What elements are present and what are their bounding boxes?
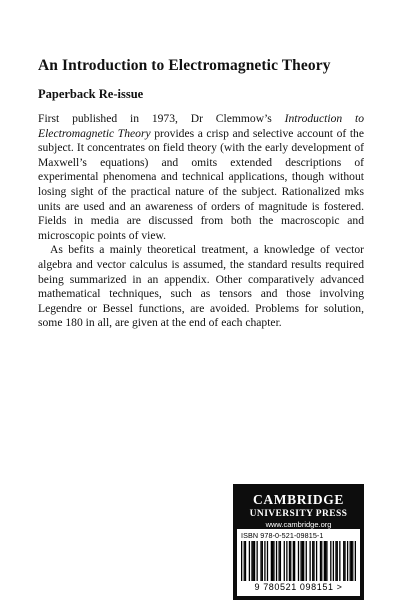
- barcode-bar: [249, 541, 250, 581]
- barcode-bar: [264, 541, 265, 581]
- barcode-bar: [260, 541, 261, 581]
- barcode-bar: [262, 541, 263, 581]
- barcode-bar: [245, 541, 246, 581]
- p1-rest: provides a crisp and selective account of the subject. It concentrates on field theory (with the early development of Maxwell’s equations) and omits extended descriptions of experimental phenomena and technical applications, though without losing sight of the practical nature of the subject. Rationalized mks units are used and an awareness of orders of magnitude is fostered. Fields in media are discussed from both the macroscopic and microscopic points of view.: [38, 126, 365, 242]
- barcode-bar: [241, 541, 242, 581]
- publisher-block: [233, 484, 364, 600]
- barcode-bar: [272, 541, 273, 581]
- barcode-bar: [306, 541, 307, 581]
- barcode-bar: [347, 541, 348, 581]
- p1-book-title: Introduction to Electromagnetic Theory: [38, 112, 364, 140]
- barcode-bar: [309, 541, 310, 581]
- barcode-bar: [344, 541, 345, 581]
- barcode-bar: [330, 541, 331, 581]
- publisher-press: UNIVERSITY PRESS: [249, 509, 348, 519]
- barcode-bar: [253, 541, 254, 581]
- barcode-bar: [302, 541, 303, 581]
- barcode-bar: [300, 541, 301, 581]
- barcode-bar: [339, 541, 340, 581]
- barcode-bar: [312, 541, 313, 581]
- edition-subtitle: Paperback Re-issue: [38, 87, 144, 101]
- barcode-bar: [267, 541, 268, 581]
- publisher-url: www.cambridge.org: [265, 520, 332, 529]
- barcode-bar: [355, 541, 356, 581]
- barcode-bar: [293, 541, 294, 581]
- barcode-bar: [254, 541, 255, 581]
- barcode-bar: [326, 541, 327, 581]
- barcode-bar: [286, 541, 287, 581]
- barcode-graphic: [241, 541, 356, 581]
- blurb: [38, 112, 364, 331]
- barcode-bar: [313, 541, 314, 581]
- barcode-bar: [333, 541, 334, 581]
- barcode-bar: [251, 541, 252, 581]
- barcode-bar: [335, 541, 336, 581]
- barcode-panel: [237, 529, 360, 596]
- barcode-bar: [290, 541, 291, 581]
- barcode-bar: [244, 541, 245, 581]
- publisher-name: CAMBRIDGE: [253, 492, 344, 507]
- barcode-bar: [321, 541, 322, 581]
- blurb-paragraph-2: As befits a mainly theoretical treatment, a knowledge of vector algebra and vector calculus is assumed, the standard results required being summarized in an appendix. Other comparatively advanced mathematical techniques, such as tensors and those involving Legendre or Bessel functions, are avoided. Problems for solution, some 180 in all, are given at the end of each chapter.: [38, 243, 364, 330]
- barcode-bar: [280, 541, 281, 581]
- barcode-bar: [350, 541, 351, 581]
- p1-lead: First published in 1973, Dr Clemmow’s: [38, 112, 285, 125]
- barcode-digits: 9 780521 098151 >: [254, 582, 343, 592]
- isbn-label: ISBN 978-0-521-09815-1: [241, 531, 324, 540]
- barcode-bar: [284, 541, 285, 581]
- barcode-bar: [303, 541, 304, 581]
- barcode-bar: [289, 541, 290, 581]
- book-title: An Introduction to Electromagnetic Theory: [38, 57, 331, 74]
- barcode-bar: [298, 541, 299, 581]
- barcode-bar: [271, 541, 272, 581]
- barcode-bar: [278, 541, 279, 581]
- barcode-bar: [257, 541, 258, 581]
- blurb-paragraph-1: [38, 112, 364, 243]
- barcode-bar: [337, 541, 338, 581]
- barcode-bar: [276, 541, 277, 581]
- barcode-bar: [294, 541, 295, 581]
- barcode-bar: [316, 541, 317, 581]
- barcode-bar: [324, 541, 325, 581]
- barcode-bar: [325, 541, 326, 581]
- barcode-bar: [320, 541, 321, 581]
- barcode-bar: [343, 541, 344, 581]
- barcode-bar: [351, 541, 352, 581]
- barcode-bar: [273, 541, 274, 581]
- barcode-bar: [352, 541, 353, 581]
